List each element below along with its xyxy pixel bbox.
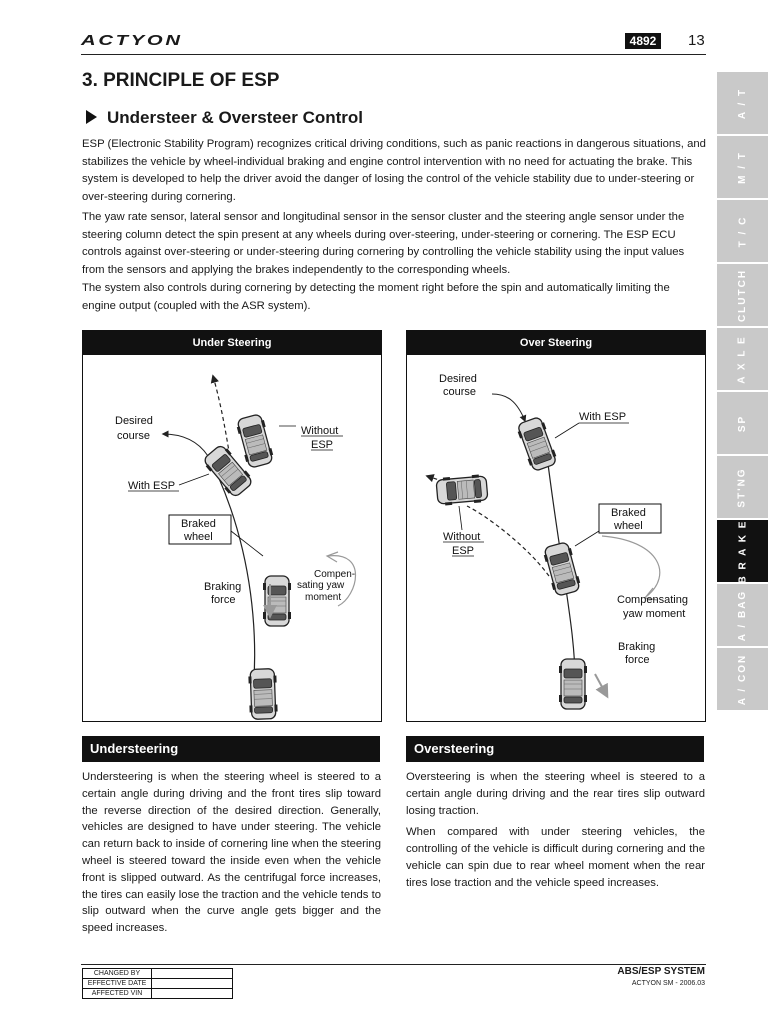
chapter-tab-label: T / C (736, 215, 748, 247)
over-steering-title: Over Steering (407, 331, 705, 355)
chapter-tab-label: CLUTCH (737, 268, 749, 322)
triangle-bullet-icon (86, 110, 97, 124)
car-without-esp (436, 474, 488, 506)
over-without-label-2: ESP (452, 545, 475, 557)
under-braking-label-2: force (211, 594, 236, 606)
car-without-esp (235, 413, 275, 469)
desired-course-arrow (163, 434, 208, 456)
chapter-tab[interactable] (717, 136, 768, 198)
under-desired-label-1: Desired (115, 415, 153, 427)
under-braked-label-1: Braked (181, 518, 216, 530)
chapter-tab-label: M / T (737, 150, 748, 184)
under-braking-label-1: Braking (204, 581, 242, 593)
changed-by-value (152, 969, 233, 979)
under-steering-diagram (82, 330, 382, 722)
understeering-heading: Understeering (82, 736, 380, 762)
intro-paragraph-2: The yaw rate sensor, lateral sensor and longitudinal sensor in the sensor cluster and the steering angle sensor under the steering column detect the spin present at any wheels during over-steering, under-steering or cornering. The ESP ECU controls against over-steering or under-steering during cornering by controlling the vehicle stability using the input values from the sensors and applying the brakes independently to the corresponding wheels. (82, 211, 685, 276)
chapter-tab-label: A X L E (736, 334, 748, 384)
understeering-text: Understeering is when the steering wheel is steered to a certain angle during driving and the front tires slip toward the reverse direction of the desired direction. Generally, vehicles are designed to have under steering. The vehicle can return back to inside of cornering line when the steering wheel is steered toward the inside even when the vehicle front is slipped outward. As the centrifugal force increases, the tires can easily lose the traction and the vehicle tends to slip outward when the curve angle gets bigger and the speed increases. (82, 771, 381, 935)
under-comp-label-1: Compen- (314, 569, 356, 580)
over-desired-label-1: Desired (439, 373, 477, 385)
oversteering-text-2: When compared with under steering vehicles, the controlling of the vehicle is difficult during cornering and the vehicle can spin due to rear wheel moment when the rear tires lose traction and the vehicle speed increases. (406, 826, 705, 889)
header-rule (81, 54, 706, 55)
under-braked-label-2: wheel (184, 531, 213, 543)
over-steering-figure (407, 356, 705, 720)
over-braked-label-1: Braked (611, 507, 646, 519)
over-braking-label-1: Braking (618, 641, 656, 653)
over-desired-label-2: course (443, 386, 477, 398)
over-steering-diagram (406, 330, 706, 722)
under-without-label-2: ESP (311, 439, 334, 451)
over-without-label-1: Without (443, 531, 481, 543)
chapter-tab-label: B R A K E (737, 519, 748, 583)
oversteering-column (406, 769, 705, 897)
chapter-tab[interactable] (717, 648, 768, 710)
chapter-tab[interactable] (717, 328, 768, 390)
page-number: 13 (688, 32, 705, 49)
chapter-tab-label: A / BAG (737, 589, 749, 641)
car-braked (542, 541, 582, 597)
desired-course-arrow (492, 394, 525, 421)
over-with-esp-label: With ESP (579, 411, 627, 423)
chapter-tab[interactable] (717, 264, 768, 326)
chapter-tab-label: A / T (736, 87, 748, 119)
footer-rule (81, 964, 706, 965)
under-desired-label-2: course (117, 430, 151, 442)
yaw-moment-arrowhead (327, 552, 338, 562)
oversteering-text-1: Oversteering is when the steering wheel is steered to a certain angle during driving and the rear tires slip outward losing traction. (406, 771, 705, 817)
oversteering-heading: Oversteering (406, 736, 704, 762)
chapter-tab[interactable] (717, 456, 768, 518)
over-comp-label-1: Compensating (617, 594, 688, 606)
over-comp-label-2: yaw moment (623, 608, 686, 620)
car-bottom (559, 659, 587, 709)
revision-table (82, 968, 233, 999)
car-braked (263, 576, 291, 626)
chapter-tab-label: SP (737, 414, 748, 432)
under-with-esp-label: With ESP (128, 480, 176, 492)
understeering-column (82, 769, 381, 942)
effective-date-value (152, 979, 233, 989)
car-bottom (248, 669, 278, 720)
subsection-title-text: Understeer & Oversteer Control (107, 108, 364, 127)
under-without-label-1: Without (301, 425, 339, 437)
section-code-badge: 4892 (625, 33, 661, 49)
under-comp-label-3: moment (305, 592, 342, 603)
chapter-tab-label: ST'NG (737, 466, 748, 508)
footer-system-title: ABS/ESP SYSTEM (617, 966, 705, 977)
intro-paragraph-1: ESP (Electronic Stability Program) recognizes critical driving conditions, such as panic reactions in dangerous situations, and stabilizes the vehicle by wheel-individual braking and engine control intervention with no need for actuating the brake. This system is developed to help the driver avoid the danger of losing the control of the vehicle stability due to under-steering or over-steering during cornering. (82, 138, 706, 203)
brand-logo: ACTYON (81, 32, 183, 49)
chapter-tab[interactable] (717, 392, 768, 454)
subsection-title (86, 108, 363, 128)
yaw-moment-arc (602, 536, 660, 596)
under-steering-figure (83, 356, 381, 720)
under-comp-label-2: sating yaw (297, 580, 345, 591)
intro-paragraph-3: The system also controls during cornering by detecting the moment right before the spin and automatically limiting the engine output (coupled with the ASR system). (82, 282, 670, 312)
chapter-tab[interactable] (717, 520, 768, 582)
chapter-tab-label: A / CON (737, 653, 749, 705)
over-braked-label-2: wheel (614, 520, 643, 532)
over-braking-label-2: force (625, 654, 650, 666)
effective-date-label: EFFECTIVE DATE (83, 979, 152, 989)
changed-by-label: CHANGED BY (83, 969, 152, 979)
chapter-tabs (717, 72, 768, 712)
affected-vin-label: AFFECTED VIN (83, 989, 152, 999)
chapter-tab[interactable] (717, 200, 768, 262)
chapter-tab[interactable] (717, 584, 768, 646)
braking-force-arrow (595, 674, 607, 696)
chapter-tab[interactable] (717, 72, 768, 134)
under-steering-title: Under Steering (83, 331, 381, 355)
car-with-esp (515, 416, 558, 473)
affected-vin-value (152, 989, 233, 999)
section-title: 3. PRINCIPLE OF ESP (82, 70, 280, 91)
footer-version: ACTYON SM - 2006.03 (631, 980, 705, 987)
